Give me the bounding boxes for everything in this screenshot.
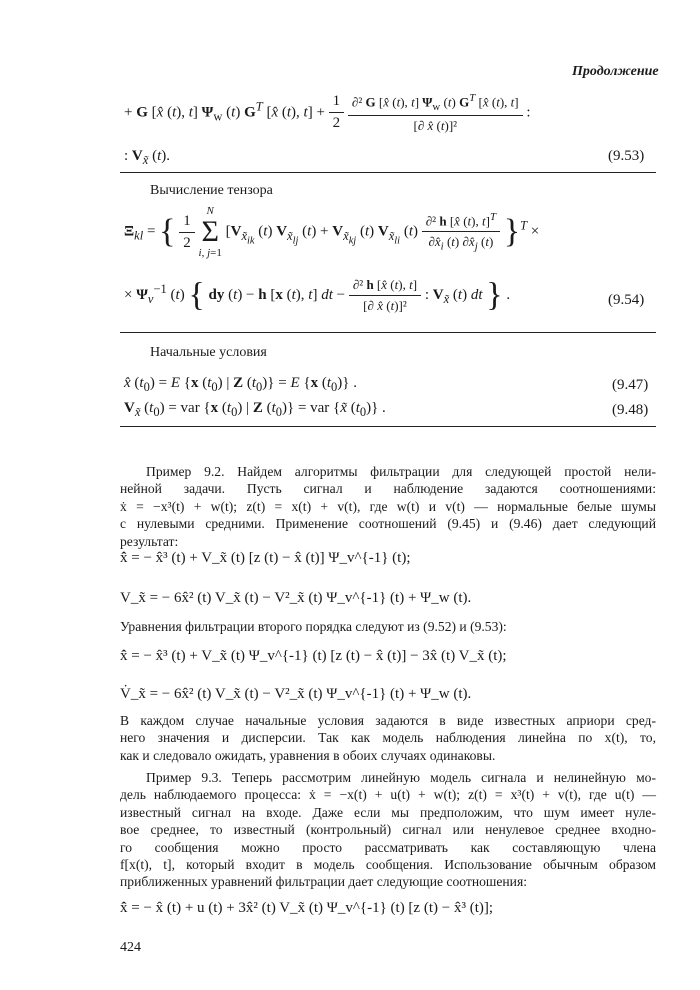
continuation-label: Продолжение [572,64,659,79]
page-number: 424 [120,940,141,955]
text-line: В каждом случае начальные условия задаются в виде известных априори сред- [120,713,656,728]
second-order-text: Уравнения фильтрации второго порядка следуют из (9.52) и (9.53): [120,619,507,634]
example-9-2-closing [120,712,656,764]
text-line: с нулевыми средними. Применение соотношений (9.45) и (9.46) дает следующий [120,516,656,532]
example-9-2-equation-c: x̂̇ = − x̂³ (t) + V_x̃ (t) Ψ_v^{-1} (t) [z (t) − x̂ (t)] − 3x̂ (t) V_x̃ (t); [120,648,507,664]
equation-9-48: $V_{x̃}$ $(t_0)$ = var {x $(t_0)$ | Z $(t_0)$} = var {x̃ $(t_0)$} . [124,400,386,419]
divider-line [120,172,656,173]
text-line: вое среднее, то известный (контрольный) сигнал или ненулевое среднее входно- [120,822,656,838]
text-line: нейной задачи. Пусть сигнал и наблюдение задаются соотношениями: [120,481,656,497]
text-line: Пример 9.2. Найдем алгоритмы фильтрации для следующей простой нели- [146,464,656,479]
text-line: результат: [120,533,179,549]
text-line: как и следовало ожидать, уравнения в обоих случаях одинаковы. [120,747,496,763]
text-line: ẋ = −x³(t) + w(t); z(t) = x(t) + v(t), где w(t) и v(t) — нормальные белые шумы [120,498,656,514]
equation-number-9-54: (9.54) [608,292,645,308]
text-line: известный сигнал на входе. Даже если мы предположим, что шум имеет нуле- [120,804,656,820]
example-9-2-paragraph [120,463,656,550]
equation-9-53-line-2: : $V_{x̃}$ (t). [124,148,170,167]
equation-9-47: x̂ $(t_0) = E$ {x $(t_0)$ | Z $(t_0)\} = E$ {x $(t_0)$} . [124,375,357,394]
equation-number-9-48: (9.48) [612,402,649,418]
tensor-intro: Вычисление тензора [150,183,273,198]
text-line: приближенных уравнений фильтрации дает следующие соотношения: [120,874,527,890]
example-9-2-equation-a: x̂̇ = − x̂³ (t) + V_x̃ (t) [z (t) − x̂ (t)] Ψ_v^{-1} (t); [120,550,411,566]
equation-number-9-47: (9.47) [612,377,649,393]
divider-line [120,426,656,427]
example-9-2-equation-b: V_x̃ = − 6x̂² (t) V_x̃ (t) − V²_x̃ (t) Ψ_v^{-1} (t) + Ψ_w (t). [120,590,472,606]
text-line: f[x(t), t], который входит в модель сообщения. Использование обычным образом [120,857,656,873]
equation-9-54-line-2: × $\Psi_v^{-1}$ (t) { dy (t) − h [x (t), t] dt − $\frac{\text{∂² h [x̂ (t), t]}}{\text{[∂ x̂ (t)]²}}$ : $V_{x̃}$ (t) dt } . [124,276,511,314]
text-line: го сообщения можно просто рассматривать как составляющую члена [120,839,656,855]
text-line: Пример 9.3. Теперь рассмотрим линейную модель сигнала и нелинейную мо- [146,770,656,785]
equation-9-54-line-1: $\Xi_{kl}$ = { $\frac{1}{2}$ N Σ i, j=1 [$V_{x̃_{ik}}$ (t) $V_{x̃_{lj}}$ $(t) + V_{x̃_{kj}}$ (t) $V_{x̃_{li}}$ (t) $\frac{\partial^2 h [x̂ (t), t]^T}{\partial x̂_i (t) \partial x̂_j (t)}$ }$^T$ × [124,205,540,260]
initial-conditions-intro: Начальные условия [150,345,267,360]
example-9-3-paragraph [120,769,656,891]
divider-line [120,332,656,333]
text-line: дель наблюдаемого процесса: ẋ = −x(t) + u(t) + w(t); z(t) = x³(t) + v(t), где u(t) — [120,787,656,803]
text-line: него значения и дисперсии. Так как модель наблюдения линейна по x(t), то, [120,730,656,746]
example-9-2-equation-d: V̇_x̃ = − 6x̂² (t) V_x̃ (t) − V²_x̃ (t) Ψ_v^{-1} (t) + Ψ_w (t). [120,686,472,702]
example-9-3-equation-a: x̂̇ = − x̂ (t) + u (t) + 3x̂² (t) V_x̃ (t) Ψ_v^{-1} (t) [z (t) − x̂³ (t)]; [120,900,494,916]
equation-number-9-53: (9.53) [608,148,645,164]
equation-9-53-line-1: + G [x̂ (t), t] $\Psi_w$ (t) $G^T$ [x̂ (t), t] + $\frac{1}{2}$ $\frac{\partial^2 G [x̂ (t), t] \Psi_w (t) G^T [x̂ (t), t]}{\text{[∂ x̂ (t)]²}}$ : [124,92,531,133]
